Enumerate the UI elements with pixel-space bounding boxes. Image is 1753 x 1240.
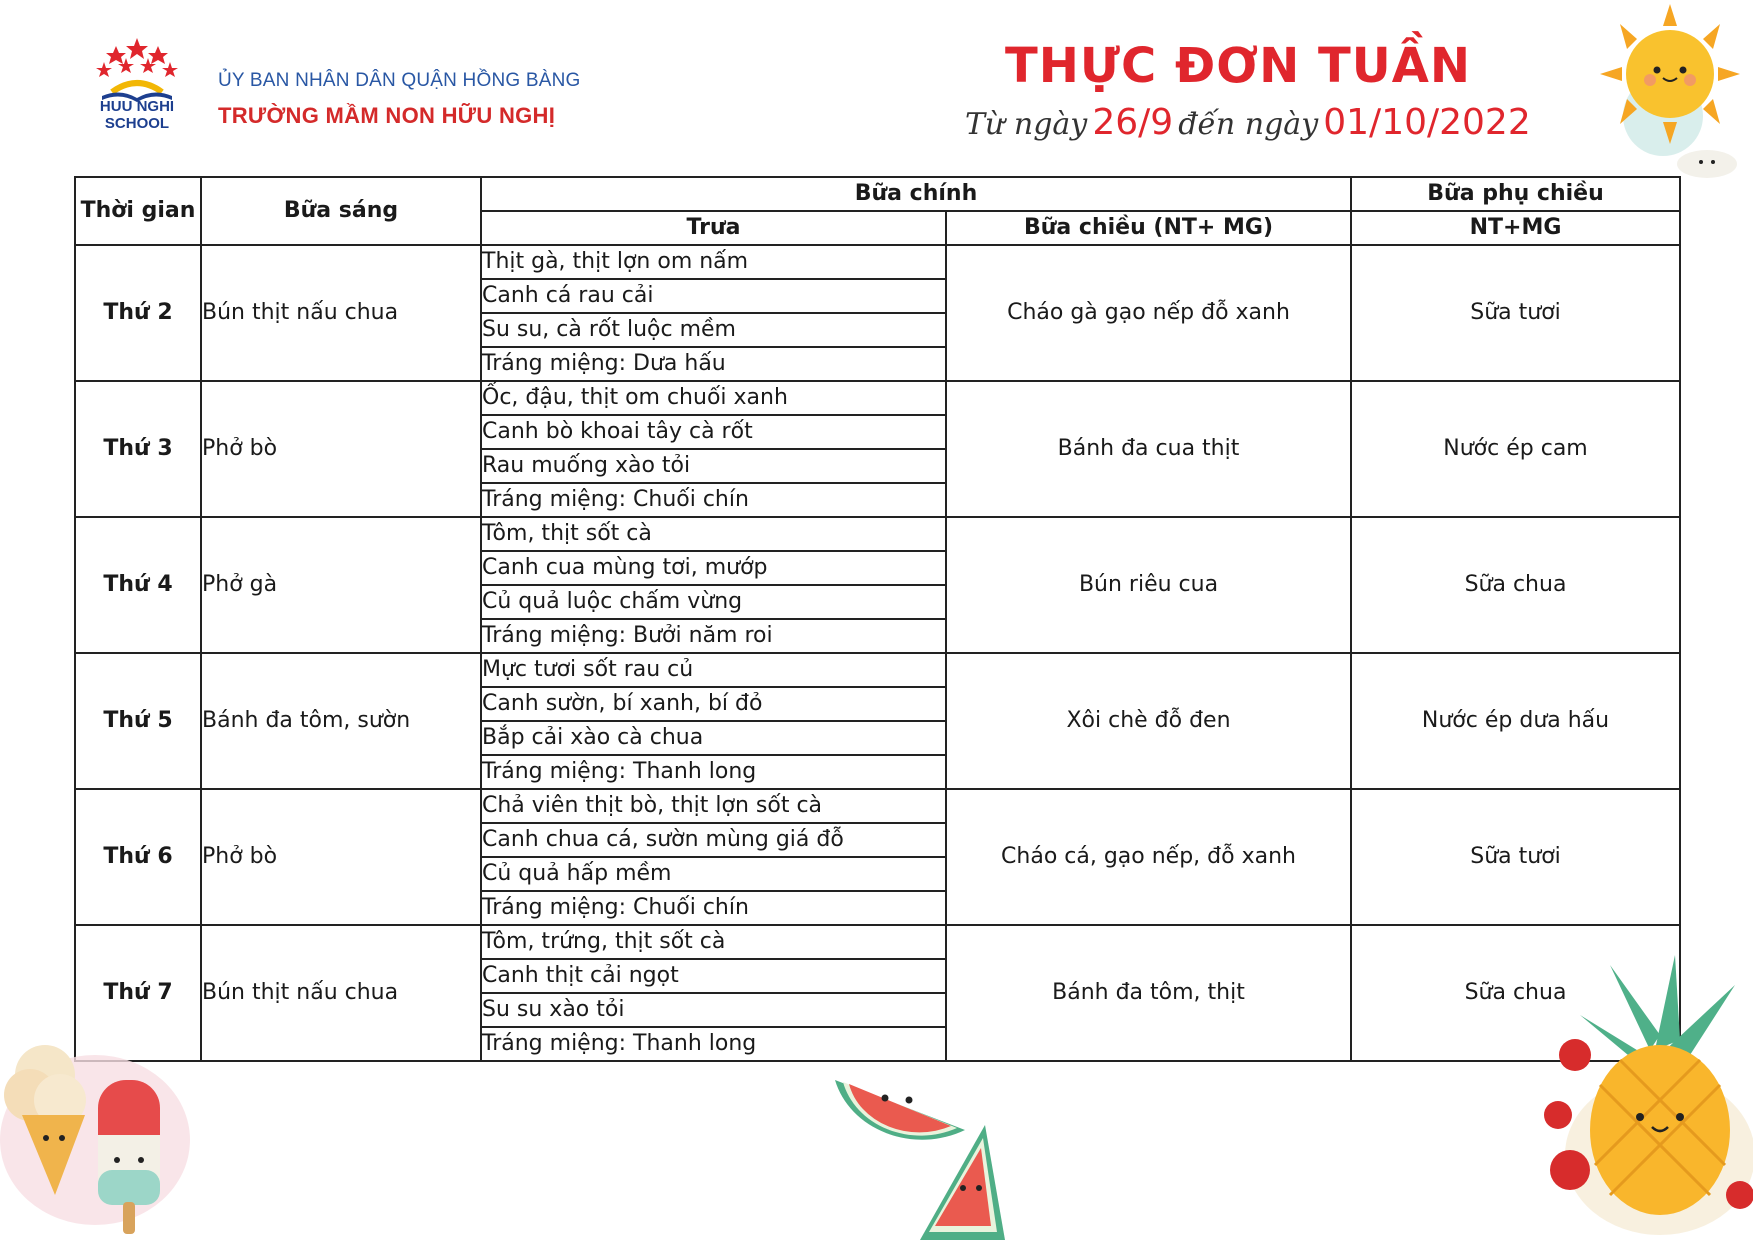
lunch-item: Tráng miệng: Bưởi năm roi bbox=[481, 619, 946, 653]
day-cell: Thứ 3 bbox=[75, 381, 201, 517]
logo-text-line1: HUU NGHI bbox=[99, 98, 175, 115]
date-mid: đến ngày bbox=[1178, 107, 1319, 142]
page-title: THỰC ĐƠN TUẦN bbox=[1005, 38, 1472, 94]
date-prefix: Từ ngày bbox=[965, 107, 1088, 142]
table-row bbox=[75, 517, 1680, 551]
table-row bbox=[75, 381, 1680, 415]
snack-cell: Sữa chua bbox=[1351, 517, 1680, 653]
snack-cell: Sữa tươi bbox=[1351, 245, 1680, 381]
watermelon-icon bbox=[825, 1070, 1025, 1240]
day-cell: Thứ 4 bbox=[75, 517, 201, 653]
date-range bbox=[965, 102, 1531, 152]
header-afternoon: Bữa chiều (NT+ MG) bbox=[946, 211, 1351, 245]
org-name-line2: TRƯỜNG MẦM NON HỮU NGHỊ bbox=[218, 103, 556, 128]
afternoon-cell: Bún riêu cua bbox=[946, 517, 1351, 653]
afternoon-cell: Bánh đa tôm, thịt bbox=[946, 925, 1351, 1061]
menu-table bbox=[74, 176, 1681, 1062]
afternoon-cell: Xôi chè đỗ đen bbox=[946, 653, 1351, 789]
lunch-item: Củ quả luộc chấm vừng bbox=[481, 585, 946, 619]
breakfast-cell: Phở gà bbox=[201, 517, 481, 653]
lunch-item: Thịt gà, thịt lợn om nấm bbox=[481, 245, 946, 279]
breakfast-cell: Bánh đa tôm, sườn bbox=[201, 653, 481, 789]
lunch-item: Canh sườn, bí xanh, bí đỏ bbox=[481, 687, 946, 721]
day-cell: Thứ 2 bbox=[75, 245, 201, 381]
afternoon-cell: Bánh đa cua thịt bbox=[946, 381, 1351, 517]
snack-cell: Sữa tươi bbox=[1351, 789, 1680, 925]
lunch-item: Canh thịt cải ngọt bbox=[481, 959, 946, 993]
breakfast-cell: Phở bò bbox=[201, 789, 481, 925]
header-snack-sub: NT+MG bbox=[1351, 211, 1680, 245]
lunch-item: Canh cua mùng tơi, mướp bbox=[481, 551, 946, 585]
table-row bbox=[75, 789, 1680, 823]
day-cell: Thứ 6 bbox=[75, 789, 201, 925]
header-time: Thời gian bbox=[75, 177, 201, 245]
lunch-item: Canh bò khoai tây cà rốt bbox=[481, 415, 946, 449]
afternoon-cell: Cháo cá, gạo nếp, đỗ xanh bbox=[946, 789, 1351, 925]
logo-text-line2: SCHOOL bbox=[104, 115, 170, 132]
breakfast-cell: Bún thịt nấu chua bbox=[201, 925, 481, 1061]
afternoon-cell: Cháo gà gạo nếp đỗ xanh bbox=[946, 245, 1351, 381]
breakfast-cell: Phở bò bbox=[201, 381, 481, 517]
lunch-item: Củ quả hấp mềm bbox=[481, 857, 946, 891]
lunch-item: Tôm, trứng, thịt sốt cà bbox=[481, 925, 946, 959]
lunch-item: Canh cá rau cải bbox=[481, 279, 946, 313]
sun-icon bbox=[1595, 4, 1745, 184]
lunch-item: Tôm, thịt sốt cà bbox=[481, 517, 946, 551]
lunch-item: Su su xào tỏi bbox=[481, 993, 946, 1027]
header-lunch: Trưa bbox=[481, 211, 946, 245]
lunch-item: Rau muống xào tỏi bbox=[481, 449, 946, 483]
lunch-item: Tráng miệng: Chuối chín bbox=[481, 483, 946, 517]
day-cell: Thứ 5 bbox=[75, 653, 201, 789]
table-row bbox=[75, 245, 1680, 279]
breakfast-cell: Bún thịt nấu chua bbox=[201, 245, 481, 381]
lunch-item: Canh chua cá, sườn mùng giá đỗ bbox=[481, 823, 946, 857]
day-cell: Thứ 7 bbox=[75, 925, 201, 1061]
table-row bbox=[75, 925, 1680, 959]
logo-text bbox=[84, 98, 190, 132]
table-row bbox=[75, 653, 1680, 687]
lunch-item: Bắp cải xào cà chua bbox=[481, 721, 946, 755]
lunch-item: Tráng miệng: Thanh long bbox=[481, 1027, 946, 1061]
header-snack: Bữa phụ chiều bbox=[1351, 177, 1680, 211]
lunch-item: Tráng miệng: Dưa hấu bbox=[481, 347, 946, 381]
header-main-meal: Bữa chính bbox=[481, 177, 1351, 211]
snack-cell: Nước ép cam bbox=[1351, 381, 1680, 517]
header-breakfast: Bữa sáng bbox=[201, 177, 481, 245]
snack-cell: Nước ép dưa hấu bbox=[1351, 653, 1680, 789]
lunch-item: Mực tươi sốt rau củ bbox=[481, 653, 946, 687]
date-to: 01/10/2022 bbox=[1323, 102, 1531, 143]
lunch-item: Ốc, đậu, thịt om chuối xanh bbox=[481, 381, 946, 415]
date-from: 26/9 bbox=[1092, 102, 1174, 143]
org-name-line1: ỦY BAN NHÂN DÂN QUẬN HỒNG BÀNG bbox=[218, 70, 581, 91]
pineapple-icon bbox=[1540, 955, 1753, 1240]
lunch-item: Tráng miệng: Chuối chín bbox=[481, 891, 946, 925]
ice-cream-icon bbox=[0, 1020, 200, 1240]
lunch-item: Chả viên thịt bò, thịt lợn sốt cà bbox=[481, 789, 946, 823]
lunch-item: Tráng miệng: Thanh long bbox=[481, 755, 946, 789]
snack-cell: Sữa chua bbox=[1351, 925, 1680, 1061]
lunch-item: Su su, cà rốt luộc mềm bbox=[481, 313, 946, 347]
